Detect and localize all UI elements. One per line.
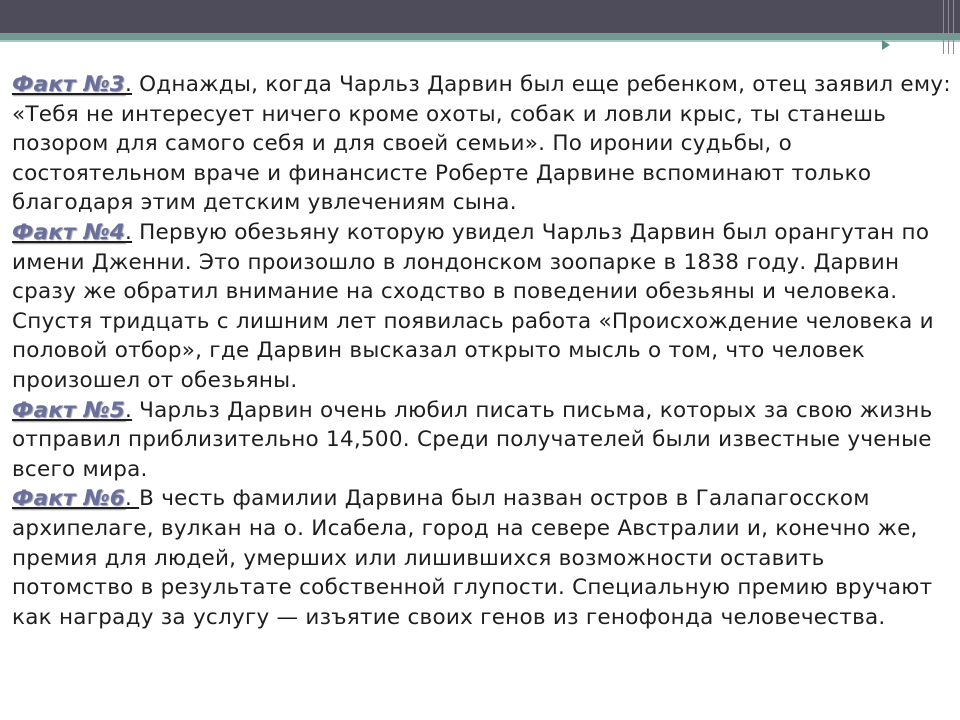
arrow-bullet-icon	[882, 40, 890, 50]
fact-paragraph-4	[12, 218, 952, 396]
fact-separator: .	[124, 219, 133, 245]
fact-paragraph-5	[12, 396, 952, 485]
fact-label: Факт №4	[12, 219, 125, 245]
fact-text: Однажды, когда Чарльз Дарвин был еще ребенком, отец заявил ему: «Тебя не интересует ничего кроме охоты, собак и ловли крыс, ты станешь позором для самого себя и для своей семьи». По иронии судьбы, о состоятельном враче и финансисте Роберте Дарвине вспоминают только благодаря этим детским увлечениям сына.	[12, 72, 951, 216]
fact-text: Первую обезьяну которую увидел Чарльз Дарвин был орангутан по имени Дженни. Это произошло в лондонском зоопарке в 1838 году. Дарвин сразу же обратил внимание на сходство в поведении обезьяны и человека. Спустя тридцать с лишним лет появилась работа «Происхождение человека и половой отбор», где Дарвин высказал открыто мысль о том, что человек произошел от обезьяны.	[12, 219, 934, 393]
fact-paragraph-6	[12, 484, 952, 632]
fact-label: Факт №6	[12, 486, 125, 512]
corner-line	[943, 0, 944, 54]
slide-accent-stripe	[0, 33, 960, 40]
corner-line	[948, 0, 949, 54]
slide-accent-stripe-thin	[0, 40, 960, 42]
fact-paragraph-3	[12, 70, 952, 218]
fact-text: В честь фамилии Дарвина был назван остров в Галапагосском архипелаге, вулкан на о. Исабела, город на севере Австралии и, конечно же, премия для людей, умерших или лишившихся возможности оставить потомство в результате собственной глупости. Специальную премию вручают как награду за услугу — изъятие своих генов из генофонда человечества.	[12, 486, 933, 630]
corner-line	[953, 0, 954, 54]
fact-separator: .	[124, 72, 133, 97]
slide-header-bar	[0, 0, 960, 33]
fact-separator: .	[124, 397, 133, 423]
slide-body	[12, 70, 952, 632]
fact-label: Факт №3	[12, 72, 125, 97]
fact-separator: .	[124, 486, 140, 512]
corner-decoration	[908, 0, 960, 54]
fact-text: Чарльз Дарвин очень любил писать письма, которых за свою жизнь отправил приблизительно 14,500. Среди получателей были известные ученые всего мира.	[12, 397, 933, 482]
fact-label: Факт №5	[12, 397, 125, 423]
